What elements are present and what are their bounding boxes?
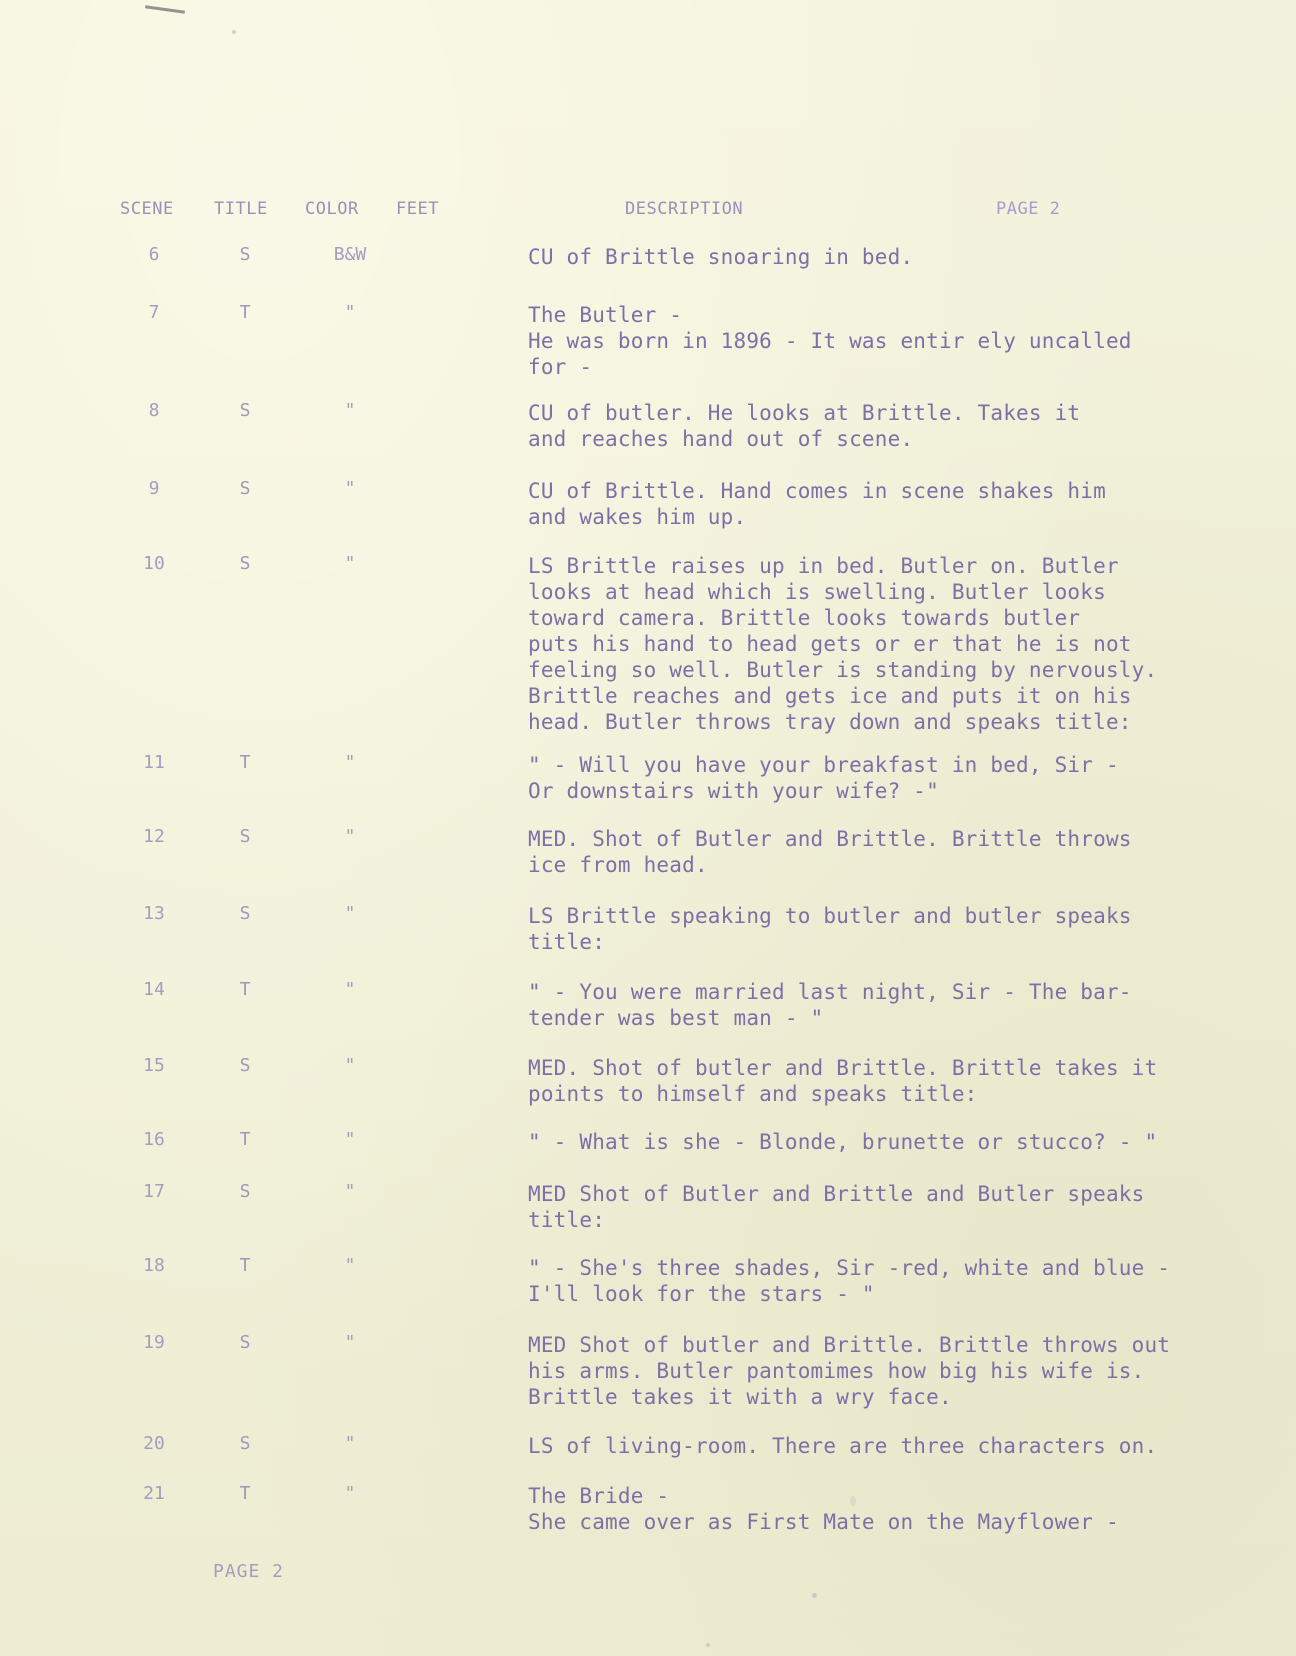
scene-description: CU of Brittle snoaring in bed.	[528, 245, 914, 269]
scene-number: 8	[148, 400, 160, 421]
paper-speck	[850, 1496, 856, 1506]
footer-page-number: PAGE 2	[213, 1561, 285, 1582]
scene-number: 17	[143, 1181, 165, 1202]
scene-color: "	[344, 826, 356, 847]
scene-color: "	[344, 302, 356, 323]
scene-description: CU of butler. He looks at Brittle. Takes it and reaches hand out of scene.	[528, 401, 1081, 451]
scene-description: LS of living-room. There are three characters on.	[528, 1434, 1158, 1458]
scene-color: "	[344, 979, 356, 1000]
scene-description: The Butler - He was born in 1896 - It was entir ely uncalled for -	[528, 303, 1132, 379]
scene-description: LS Brittle raises up in bed. Butler on. Butler looks at head which is swelling. Butler looks toward camera. Brittle looks towards butler puts his hand to head gets or er that he is not feeling so well. Butler is standing by nervously. Brittle reaches and gets ice and puts it on his head. Butler throws tray down and speaks title:	[528, 554, 1158, 734]
scene-color: "	[344, 752, 356, 773]
scene-title-code: T	[239, 979, 251, 1000]
scene-title-code: S	[239, 478, 251, 499]
paper-speck	[232, 30, 236, 34]
scene-color: "	[344, 903, 356, 924]
scene-description: CU of Brittle. Hand comes in scene shakes him and wakes him up.	[528, 479, 1106, 529]
scene-title-code: T	[239, 1483, 251, 1504]
header-description: DESCRIPTION	[625, 199, 744, 219]
scene-color: "	[344, 1055, 356, 1076]
scene-title-code: T	[239, 1129, 251, 1150]
paper-speck	[706, 1643, 710, 1647]
scene-number: 6	[148, 244, 160, 265]
scene-description: The Bride - She came over as First Mate on the Mayflower -	[528, 1484, 1119, 1534]
scene-description: MED. Shot of Butler and Brittle. Brittle throws ice from head.	[528, 827, 1132, 877]
scene-color: "	[344, 1332, 356, 1353]
scene-number: 7	[148, 302, 160, 323]
scene-title-code: S	[239, 553, 251, 574]
header-title: TITLE	[214, 199, 268, 219]
scene-description: MED Shot of butler and Brittle. Brittle throws out his arms. Butler pantomimes how big his wife is. Brittle takes it with a wry face.	[528, 1333, 1171, 1409]
scene-number: 18	[143, 1255, 165, 1276]
scene-description: " - She's three shades, Sir -red, white and blue - I'll look for the stars - "	[528, 1256, 1171, 1306]
scene-description: " - You were married last night, Sir - The bar- tender was best man - "	[528, 980, 1132, 1030]
scene-description: MED. Shot of butler and Brittle. Brittle takes it points to himself and speaks title:	[528, 1056, 1158, 1106]
scene-description: " - Will you have your breakfast in bed, Sir - Or downstairs with your wife? -"	[528, 753, 1119, 803]
scene-title-code: S	[239, 826, 251, 847]
scene-color: "	[344, 478, 356, 499]
header-color: COLOR	[305, 199, 359, 219]
scene-color: "	[344, 1181, 356, 1202]
scene-number: 20	[143, 1433, 165, 1454]
scene-color: "	[344, 553, 356, 574]
scene-number: 15	[143, 1055, 165, 1076]
header-page-number: PAGE 2	[996, 199, 1061, 219]
scene-description: LS Brittle speaking to butler and butler speaks title:	[528, 904, 1132, 954]
scene-title-code: T	[239, 752, 251, 773]
scene-color: "	[344, 400, 356, 421]
scene-number: 16	[143, 1129, 165, 1150]
scene-number: 9	[148, 478, 160, 499]
scene-number: 14	[143, 979, 165, 1000]
scene-color: B&W	[333, 244, 367, 265]
scene-number: 19	[143, 1332, 165, 1353]
scene-title-code: S	[239, 1332, 251, 1353]
scene-title-code: T	[239, 302, 251, 323]
scene-title-code: S	[239, 903, 251, 924]
scene-number: 11	[143, 752, 165, 773]
scene-color: "	[344, 1255, 356, 1276]
scene-number: 21	[143, 1483, 165, 1504]
scene-title-code: S	[239, 400, 251, 421]
scene-color: "	[344, 1129, 356, 1150]
scene-number: 13	[143, 903, 165, 924]
header-feet: FEET	[396, 199, 439, 219]
scene-color: "	[344, 1433, 356, 1454]
scene-title-code: S	[239, 244, 251, 265]
scene-number: 10	[143, 553, 165, 574]
header-scene: SCENE	[120, 199, 174, 219]
scene-title-code: T	[239, 1255, 251, 1276]
scene-title-code: S	[239, 1433, 251, 1454]
scene-description: " - What is she - Blonde, brunette or stucco? - "	[528, 1130, 1158, 1154]
scene-number: 12	[143, 826, 165, 847]
scene-title-code: S	[239, 1181, 251, 1202]
scene-title-code: S	[239, 1055, 251, 1076]
scene-description: MED Shot of Butler and Brittle and Butler speaks title:	[528, 1182, 1145, 1232]
paper-speck	[812, 1593, 817, 1598]
scene-color: "	[344, 1483, 356, 1504]
